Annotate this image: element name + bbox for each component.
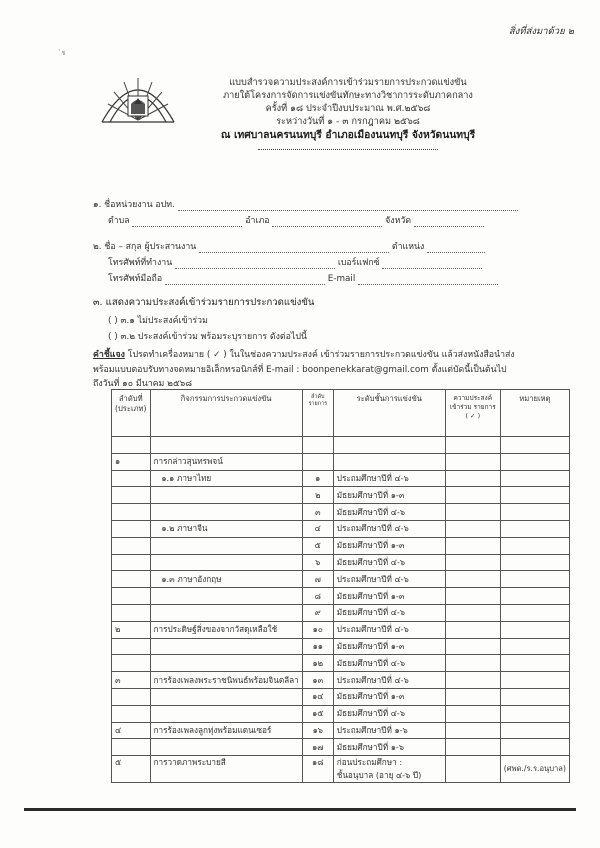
footer-rule (24, 808, 576, 811)
row-level-cell: มัธยมศึกษาปีที่ ๔-๖ (333, 554, 445, 571)
row-activity-cell (150, 437, 302, 454)
header-line: ภายใต้โครงการจัดการแข่งขันทักษะทางวิชาการระดับภาคกลาง (223, 90, 473, 101)
header-note: หมายเหตุ (500, 390, 569, 437)
phone-row (108, 255, 482, 269)
header-line: แบบสำรวจความประสงค์การเข้าร่วมรายการประกวดแข่งขัน (229, 77, 467, 88)
row-no-cell (112, 739, 151, 756)
office-phone-label: โทรศัพท์ที่ทำงาน (108, 258, 173, 268)
table-row (112, 604, 570, 621)
row-activity-cell: การกล่าวสุนทรพจน์ (150, 453, 302, 470)
row-level-cell: มัธยมศึกษาปีที่ ๔-๖ (333, 655, 445, 672)
organization-seal-icon (94, 62, 182, 132)
table-row (112, 520, 570, 537)
section1-address-row (108, 213, 484, 227)
row-level-cell: ประถมศึกษาปีที่ ๔-๖ (333, 571, 445, 588)
table-row (112, 672, 570, 689)
row-seq-cell: ๑๖ (302, 722, 333, 739)
row-no-cell (112, 588, 151, 605)
row-note-cell (500, 722, 569, 739)
row-note-cell (500, 487, 569, 504)
table-row (112, 453, 570, 470)
row-no-cell (112, 537, 151, 554)
header-check: ความประสงค์ เข้าร่วม รายการ ( ✓ ) (445, 390, 500, 437)
section2-row (93, 239, 485, 253)
table-row (112, 638, 570, 655)
row-no-cell (112, 487, 151, 504)
row-no-cell (112, 571, 151, 588)
row-check-cell[interactable] (445, 722, 500, 739)
table-header-row (112, 390, 570, 437)
row-note-cell (500, 588, 569, 605)
table-row (112, 621, 570, 638)
row-check-cell[interactable] (445, 638, 500, 655)
row-no-cell (112, 705, 151, 722)
row-check-cell[interactable] (445, 588, 500, 605)
table-row (112, 739, 570, 756)
instructions-line2: พร้อมแบบตอบรับทางจดหมายอิเล็กทรอนิกส์ที่ E-mail : boonpenekkarat@gmail.com ตั้งแต่บัดนี้เป็นต้นไป (93, 365, 507, 375)
row-note-cell (500, 504, 569, 521)
instructions-text: โปรดทำเครื่องหมาย ( ✓ ) ในในช่องความประสงค์ เข้าร่วมรายการประกวดแข่งขัน แล้วส่งหนังสือนำส่ง (127, 350, 515, 360)
position-field[interactable] (427, 243, 485, 253)
row-seq-cell: ๑๓ (302, 672, 333, 689)
row-no-cell (112, 638, 151, 655)
header-level: ระดับชั้นการแข่งขัน (333, 390, 445, 437)
row-check-cell[interactable] (445, 537, 500, 554)
section1-row (93, 197, 518, 211)
table-row (112, 437, 570, 454)
section2-title: ๒. ชื่อ – สกุล ผู้ประสานงาน (93, 242, 197, 252)
row-activity-cell (150, 739, 302, 756)
row-seq-cell: ๘ (302, 588, 333, 605)
row-level-cell: มัธยมศึกษาปีที่ ๑-๓ (333, 487, 445, 504)
corner-mark: `ร (58, 49, 66, 57)
header-activity: กิจกรรมการประกวดแข่งขัน (150, 390, 302, 437)
table-row (112, 504, 570, 521)
position-label: ตำแหน่ง (391, 242, 425, 252)
row-check-cell[interactable] (445, 520, 500, 537)
row-no-cell (112, 470, 151, 487)
row-check-cell[interactable] (445, 756, 500, 783)
level-line: ชั้นอนุบาล (อายุ ๔-๖ ปี) (336, 770, 422, 781)
option-join[interactable]: ( ) ๓.๒ ประสงค์เข้าร่วม พร้อมระบุรายการ ดังต่อไปนี้ (108, 332, 307, 342)
competition-table (111, 389, 570, 783)
attachment-label: สิ่งที่ส่งมาด้วย ๒ (508, 26, 574, 37)
row-activity-cell (150, 688, 302, 705)
table-row (112, 470, 570, 487)
row-check-cell[interactable] (445, 604, 500, 621)
tambon-label: ตำบล (108, 216, 130, 226)
table-row (112, 571, 570, 588)
row-seq-cell: ๑๒ (302, 655, 333, 672)
row-seq-cell: ๙ (302, 604, 333, 621)
row-level-cell (333, 453, 445, 470)
row-note-cell (500, 470, 569, 487)
header-line: ระหว่างวันที่ ๑ - ๓ กรกฎาคม ๒๕๖๘ (276, 116, 420, 127)
row-note-cell (500, 537, 569, 554)
fax-field[interactable] (382, 259, 482, 269)
row-activity-cell (150, 537, 302, 554)
table-row (112, 554, 570, 571)
row-seq-cell: ๑ (302, 470, 333, 487)
row-no-cell (112, 504, 151, 521)
row-seq-cell: ๑๕ (302, 705, 333, 722)
option-not-join[interactable]: ( ) ๓.๑ ไม่ประสงค์เข้าร่วม (108, 316, 208, 326)
row-activity-cell: การประดิษฐ์สิ่งของจากวัสดุเหลือใช้ (150, 621, 302, 638)
row-seq-cell: ๑๗ (302, 739, 333, 756)
row-note-cell (500, 688, 569, 705)
row-level-cell: ประถมศึกษาปีที่ ๔-๖ (333, 672, 445, 689)
row-check-cell[interactable] (445, 504, 500, 521)
row-seq-cell: ๑๔ (302, 688, 333, 705)
row-no-cell (112, 554, 151, 571)
row-note-cell (500, 672, 569, 689)
row-level-cell: ประถมศึกษาปีที่ ๑-๖ (333, 722, 445, 739)
row-activity-cell: ๑.๑ ภาษาไทย (150, 470, 302, 487)
table-row (112, 537, 570, 554)
row-activity-cell: ๑.๓ ภาษาอังกฤษ (150, 571, 302, 588)
mobile-row (108, 271, 498, 285)
row-level-cell (333, 756, 445, 783)
row-level-cell: มัธยมศึกษาปีที่ ๔-๖ (333, 604, 445, 621)
changwat-label: จังหวัด (385, 216, 412, 226)
row-activity-cell (150, 588, 302, 605)
row-no-cell: ๒ (112, 621, 151, 638)
row-level-cell: ประถมศึกษาปีที่ ๔-๖ (333, 520, 445, 537)
mobile-label: โทรศัพท์มือถือ (108, 274, 163, 284)
table-row (112, 756, 570, 783)
row-note-cell (500, 520, 569, 537)
row-level-cell: ประถมศึกษาปีที่ ๔-๖ (333, 621, 445, 638)
row-note-cell (500, 437, 569, 454)
row-seq-cell: ๑๑ (302, 638, 333, 655)
header-seq: ลำดับรายการ (302, 390, 333, 437)
row-check-cell[interactable] (445, 487, 500, 504)
email-label: E-mail (327, 274, 356, 284)
row-level-cell: มัธยมศึกษาปีที่ ๑-๓ (333, 638, 445, 655)
row-note-cell: (ศพด./ร.ร.อนุบาล) (500, 756, 569, 783)
row-note-cell (500, 705, 569, 722)
row-note-cell (500, 453, 569, 470)
row-check-cell[interactable] (445, 437, 500, 454)
row-seq-cell: ๕ (302, 537, 333, 554)
row-note-cell (500, 655, 569, 672)
row-level-cell (333, 437, 445, 454)
row-no-cell: ๕ (112, 756, 151, 783)
header-venue: ณ เทศบาลนครนนทบุรี อำเภอเมืองนนทบุรี จังหวัดนนทบุรี (220, 129, 476, 141)
tambon-field[interactable] (132, 217, 242, 227)
table-body (112, 437, 570, 783)
office-phone-field[interactable] (175, 259, 335, 269)
row-check-cell[interactable] (445, 739, 500, 756)
row-note-cell (500, 604, 569, 621)
row-no-cell: ๔ (112, 722, 151, 739)
row-level-cell: มัธยมศึกษาปีที่ ๔-๖ (333, 705, 445, 722)
row-seq-cell: ๒ (302, 487, 333, 504)
table-row (112, 487, 570, 504)
row-seq-cell: ๓ (302, 504, 333, 521)
level-line: ก่อนประถมศึกษา : (336, 757, 403, 768)
section3-title: ๓. แสดงความประสงค์เข้าร่วมรายการประกวดแข่งขัน (93, 297, 315, 308)
table-row (112, 688, 570, 705)
row-level-cell: มัธยมศึกษาปีที่ ๑-๓ (333, 588, 445, 605)
row-no-cell (112, 688, 151, 705)
table-row (112, 588, 570, 605)
email-field[interactable] (358, 275, 498, 285)
row-no-cell: ๓ (112, 672, 151, 689)
row-activity-cell: ๑.๒ ภาษาจีน (150, 520, 302, 537)
row-seq-cell: ๗ (302, 571, 333, 588)
row-note-cell (500, 638, 569, 655)
row-check-cell[interactable] (445, 571, 500, 588)
row-seq-cell (302, 453, 333, 470)
row-seq-cell: ๔ (302, 520, 333, 537)
instructions-label: คำชี้แจง (93, 350, 125, 360)
row-note-cell (500, 739, 569, 756)
header-dotted-rule (258, 145, 438, 150)
row-activity-cell (150, 487, 302, 504)
row-check-cell[interactable] (445, 470, 500, 487)
row-seq-cell (302, 437, 333, 454)
row-level-cell: มัธยมศึกษาปีที่ ๑-๖ (333, 739, 445, 756)
row-note-cell (500, 621, 569, 638)
coordinator-name-field[interactable] (199, 243, 389, 253)
table-row (112, 655, 570, 672)
amphoe-label: อำเภอ (245, 216, 270, 226)
row-activity-cell (150, 638, 302, 655)
row-activity-cell (150, 604, 302, 621)
table-row (112, 722, 570, 739)
instructions-line3: ถึงวันที่ ๑๐ มีนาคม ๒๕๖๘ (93, 379, 192, 389)
row-level-cell: มัธยมศึกษาปีที่ ๑-๓ (333, 537, 445, 554)
row-check-cell[interactable] (445, 554, 500, 571)
row-seq-cell: ๖ (302, 554, 333, 571)
row-activity-cell: การร้องเพลงพระราชนิพนธ์พร้อมจินตลีลา (150, 672, 302, 689)
mobile-field[interactable] (165, 275, 325, 285)
row-activity-cell: การร้องเพลงลูกทุ่งพร้อมแดนเซอร์ (150, 722, 302, 739)
section1-title: ๑. ชื่อหน่วยงาน อปท. (93, 200, 175, 210)
row-check-cell[interactable] (445, 621, 500, 638)
row-no-cell (112, 604, 151, 621)
row-check-cell[interactable] (445, 688, 500, 705)
form-header (198, 76, 498, 150)
row-check-cell[interactable] (445, 705, 500, 722)
row-activity-cell (150, 554, 302, 571)
header-line: ครั้งที่ ๑๘ ประจำปีงบประมาณ พ.ศ.๒๕๖๘ (265, 103, 431, 114)
row-level-cell: ประถมศึกษาปีที่ ๔-๖ (333, 470, 445, 487)
row-check-cell[interactable] (445, 453, 500, 470)
row-no-cell (112, 655, 151, 672)
row-activity-cell: การวาดภาพระบายสี (150, 756, 302, 783)
row-activity-cell (150, 504, 302, 521)
row-seq-cell: ๑๘ (302, 756, 333, 783)
row-no-cell: ๑ (112, 453, 151, 470)
row-seq-cell: ๑๐ (302, 621, 333, 638)
row-activity-cell (150, 655, 302, 672)
agency-name-field[interactable] (178, 201, 518, 211)
row-level-cell: มัธยมศึกษาปีที่ ๔-๖ (333, 504, 445, 521)
row-no-cell (112, 437, 151, 454)
row-no-cell (112, 520, 151, 537)
changwat-field[interactable] (414, 217, 484, 227)
row-note-cell (500, 554, 569, 571)
table-row (112, 705, 570, 722)
fax-label: เบอร์แฟกซ์ (337, 258, 380, 268)
header-no: ลำดับที่ (ประเภท) (112, 390, 151, 437)
row-check-cell[interactable] (445, 655, 500, 672)
instructions-line1 (93, 347, 515, 361)
row-activity-cell (150, 705, 302, 722)
row-note-cell (500, 571, 569, 588)
amphoe-field[interactable] (272, 217, 382, 227)
row-level-cell: มัธยมศึกษาปีที่ ๑-๓ (333, 688, 445, 705)
row-check-cell[interactable] (445, 672, 500, 689)
